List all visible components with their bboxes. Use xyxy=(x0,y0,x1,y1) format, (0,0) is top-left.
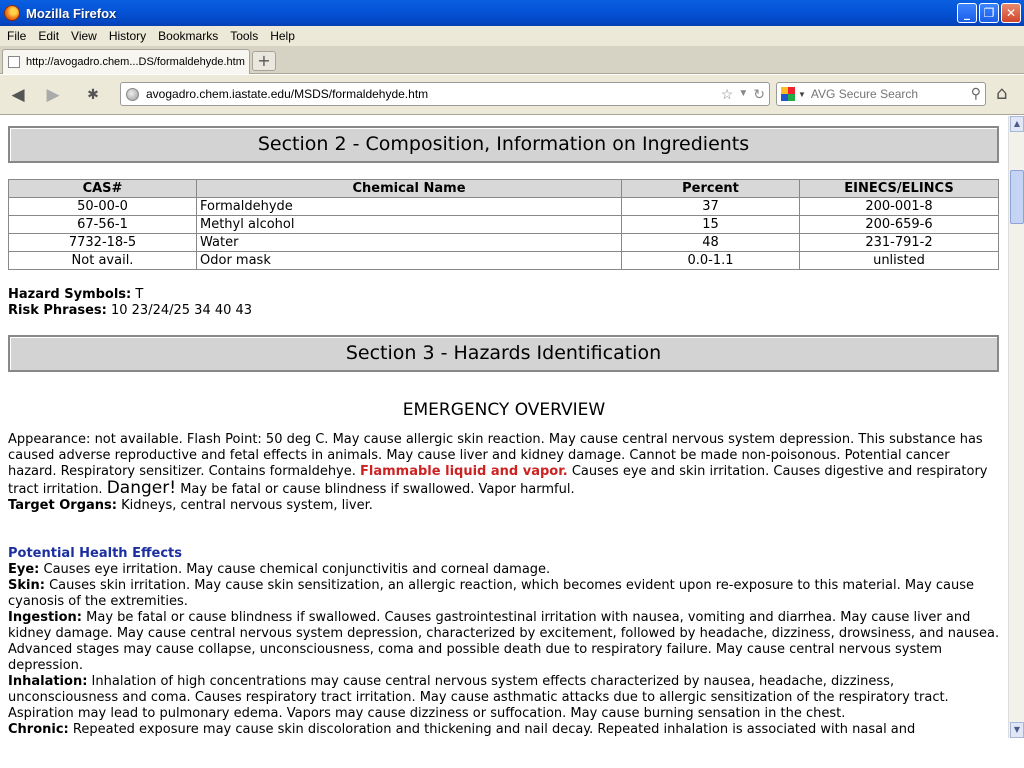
ingredients-table xyxy=(8,179,999,270)
effect-text: Causes skin irritation. May cause skin sensitization, an allergic reaction, which becomes evident upon re-exposure to this material. May cause cyanosis of the extremities. xyxy=(8,578,975,609)
danger-warning: Danger! xyxy=(106,478,177,498)
effect-text: May be fatal or cause blindness if swallowed. Causes gastrointestinal irritation with nausea, vomiting and diarrhea. May cause liver and kidney damage. May cause central nervous system depression, characterized by excitement, followed by headache, dizziness, drowsiness, and nausea. Advanced stages may cause collapse, unconsciousness, coma and possible death due to respiratory failure. May cause central nervous system depression. xyxy=(8,610,1000,673)
effect-text: Causes eye irritation. May cause chemical conjunctivitis and corneal damage. xyxy=(43,562,551,577)
menu-view[interactable]: View xyxy=(71,29,97,43)
einecs-cell: 231-791-2 xyxy=(800,234,999,252)
msds-content xyxy=(8,126,1000,738)
back-button[interactable]: ◀ xyxy=(11,85,25,105)
menu-history[interactable]: History xyxy=(108,29,147,43)
potential-health-effects-heading: Potential Health Effects xyxy=(8,546,182,561)
effect-ingestion xyxy=(8,610,1000,674)
risk-phrases-value: 10 23/24/25 34 40 43 xyxy=(110,303,253,318)
effect-label: Ingestion: xyxy=(8,610,83,625)
reload-icon[interactable]: ↻ xyxy=(753,86,765,102)
site-identity-icon[interactable] xyxy=(126,88,139,101)
chemical-name-cell: Odor mask xyxy=(197,252,622,270)
url-actions xyxy=(721,83,765,105)
hazard-symbols-value: T xyxy=(135,287,144,302)
navigation-bar xyxy=(0,75,1024,115)
column-header: Chemical Name xyxy=(197,180,622,198)
bookmark-star-icon[interactable]: ☆ xyxy=(720,86,734,102)
effect-text: Inhalation of high concentrations may cause central nervous system effects characterized by nausea, headache, dizziness, unconsciousness and coma. Causes respiratory tract irritation. May cause asthmatic attacks due to allergic sensitization of the respiratory tract. Aspiration may lead to pulmonary edema. Vapors may cause dizziness or suffocation. May cause burning sensation in the chest. xyxy=(8,674,949,721)
title-bar xyxy=(0,0,1024,26)
effect-label: Inhalation: xyxy=(8,674,88,689)
minimize-button[interactable]: _ xyxy=(957,3,977,23)
firefox-icon xyxy=(4,5,20,21)
tab-formaldehyde[interactable] xyxy=(2,49,250,74)
forward-button[interactable]: ▶ xyxy=(46,85,60,105)
effect-inhalation xyxy=(8,674,1000,722)
effect-skin xyxy=(8,578,1000,610)
target-organs-value: Kidneys, central nervous system, liver. xyxy=(121,498,373,513)
tab-label: http://avogadro.chem...DS/formaldehyde.htm xyxy=(26,56,245,68)
cas-cell: 67-56-1 xyxy=(9,216,197,234)
history-dropdown-icon[interactable]: ✱ xyxy=(87,87,99,103)
einecs-cell: 200-001-8 xyxy=(800,198,999,216)
overview-text: Causes eye and skin irritation. Causes digestive and respiratory tract irritation. xyxy=(8,464,988,497)
chemical-name-cell: Formaldehyde xyxy=(197,198,622,216)
cas-cell: Not avail. xyxy=(9,252,197,270)
window-title: Mozilla Firefox xyxy=(26,5,117,21)
percent-cell: 48 xyxy=(622,234,800,252)
window-controls xyxy=(957,3,1021,23)
cas-cell: 7732-18-5 xyxy=(9,234,197,252)
table-header-row xyxy=(9,180,999,198)
scroll-up-icon[interactable]: ▲ xyxy=(1010,116,1024,132)
effect-label: Eye: xyxy=(8,562,40,577)
menu-help[interactable]: Help xyxy=(270,29,295,43)
overview-text: Appearance: not available. Flash Point: 50 deg C. May cause allergic skin reaction. May cause central nervous system depression. This substance has caused adverse reproductive and fetal effects in animals. May cause liver and kidney damage. Cannot be made non-poisonous. Potential cancer hazard. Respiratory sensitizer. Contains formaldehye. xyxy=(8,432,983,479)
close-button[interactable]: ✕ xyxy=(1001,3,1021,23)
effect-label: Skin: xyxy=(8,578,45,593)
page-viewport xyxy=(0,116,1008,740)
effect-label: Chronic: xyxy=(8,722,69,737)
table-row xyxy=(9,198,999,216)
flammable-warning: Flammable liquid and vapor. xyxy=(360,464,568,479)
menu-bar xyxy=(0,26,1024,46)
effect-chronic xyxy=(8,722,1000,738)
vertical-scrollbar[interactable] xyxy=(1008,116,1024,738)
search-engine-dropdown-icon[interactable]: ▼ xyxy=(798,89,806,99)
table-row xyxy=(9,234,999,252)
einecs-cell: 200-659-6 xyxy=(800,216,999,234)
new-tab-button[interactable]: + xyxy=(252,51,276,71)
section-2-heading: Section 2 - Composition, Information on Ingredients xyxy=(8,126,999,163)
chemical-name-cell: Water xyxy=(197,234,622,252)
menu-edit[interactable]: Edit xyxy=(38,29,60,43)
page-icon xyxy=(8,56,20,68)
tab-strip xyxy=(0,46,1024,74)
target-organs xyxy=(8,498,1000,514)
emergency-overview-title: EMERGENCY OVERVIEW xyxy=(402,400,606,420)
menu-tools[interactable]: Tools xyxy=(230,29,259,43)
overview-text: May be fatal or cause blindness if swallowed. Vapor harmful. xyxy=(180,482,575,497)
effect-text: Repeated exposure may cause skin discoloration and thickening and nail decay. Repeated inhalation is associated with nasal and xyxy=(72,722,916,737)
hazard-symbols xyxy=(8,287,1000,303)
cas-cell: 50-00-0 xyxy=(9,198,197,216)
percent-cell: 37 xyxy=(622,198,800,216)
section-3-heading: Section 3 - Hazards Identification xyxy=(8,335,999,372)
search-input[interactable] xyxy=(811,87,961,101)
table-row xyxy=(9,252,999,270)
table-row xyxy=(9,216,999,234)
einecs-cell: unlisted xyxy=(800,252,999,270)
search-icon[interactable]: ⚲ xyxy=(970,85,981,101)
percent-cell: 0.0-1.1 xyxy=(622,252,800,270)
chemical-name-cell: Methyl alcohol xyxy=(197,216,622,234)
scrollbar-thumb[interactable] xyxy=(1010,170,1024,224)
hazard-symbols-label: Hazard Symbols: xyxy=(8,287,132,302)
search-bar[interactable] xyxy=(776,82,986,106)
home-icon[interactable]: ⌂ xyxy=(996,83,1008,104)
avg-icon[interactable] xyxy=(781,87,795,101)
percent-cell: 15 xyxy=(622,216,800,234)
target-organs-label: Target Organs: xyxy=(8,498,117,513)
url-text[interactable]: avogadro.chem.iastate.edu/MSDS/formaldehyde.htm xyxy=(146,87,429,101)
url-dropdown-icon[interactable]: ▼ xyxy=(738,88,749,99)
column-header: CAS# xyxy=(9,180,197,198)
column-header: Percent xyxy=(622,180,800,198)
effect-eye xyxy=(8,562,1000,578)
risk-phrases xyxy=(8,303,1000,319)
restore-button[interactable]: ❐ xyxy=(979,3,999,23)
menu-bookmarks[interactable]: Bookmarks xyxy=(158,29,219,43)
scroll-down-icon[interactable]: ▼ xyxy=(1010,722,1024,738)
menu-file[interactable]: File xyxy=(7,29,27,43)
risk-phrases-label: Risk Phrases: xyxy=(8,303,107,318)
emergency-overview-text xyxy=(8,432,1000,498)
column-header: EINECS/ELINCS xyxy=(800,180,999,198)
address-bar[interactable] xyxy=(120,82,770,106)
